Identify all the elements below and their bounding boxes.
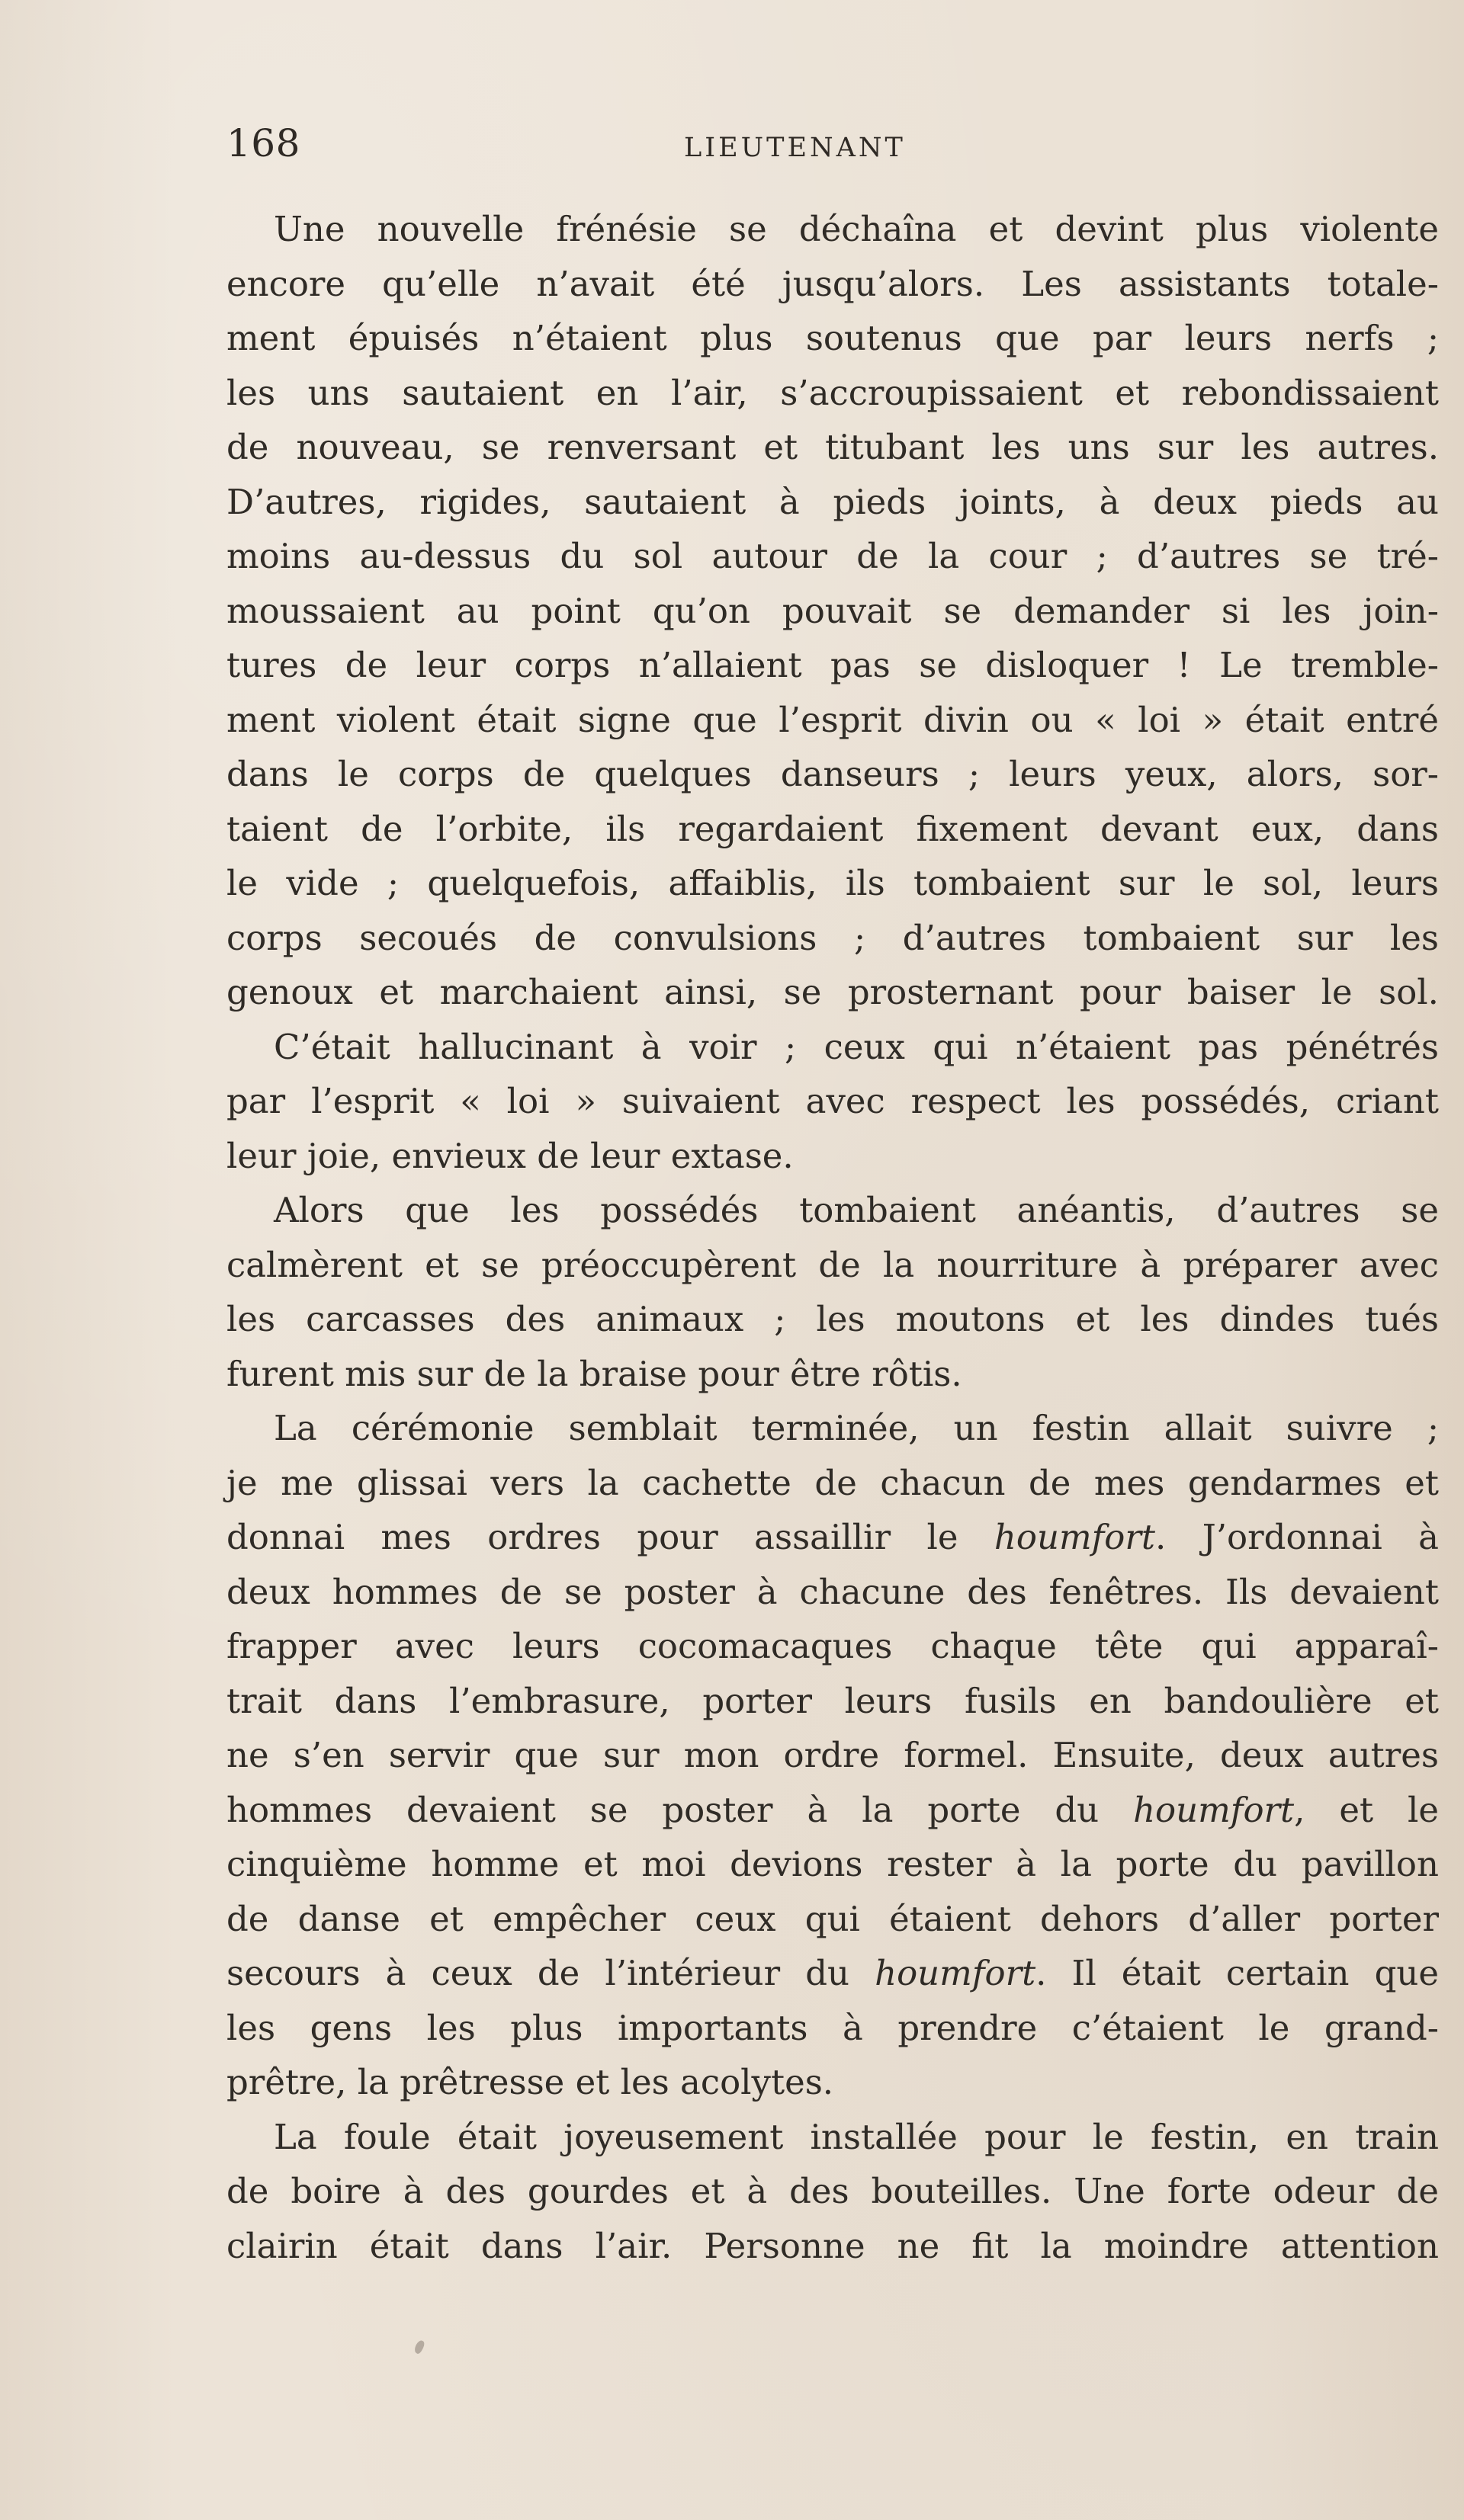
text-line: moins au-dessus du sol autour de la cour ; d’autres se tré-: [226, 536, 1439, 576]
text-line: secours à ceux de l’intérieur du houmfort. Il était certain que: [226, 1953, 1439, 1993]
page-header: [226, 122, 1347, 175]
text-line: encore qu’elle n’avait été jusqu’alors. Les assistants totale-: [226, 263, 1439, 304]
text-line: de boire à des gourdes et à des bouteilles. Une forte odeur de: [226, 2171, 1439, 2211]
text-line: par l’esprit « loi » suivaient avec respect les possédés, criant: [226, 1081, 1439, 1121]
text-line: D’autres, rigides, sautaient à pieds joints, à deux pieds au: [226, 481, 1439, 522]
text-line: deux hommes de se poster à chacune des fenêtres. Ils devaient: [226, 1571, 1439, 1612]
text-line: dans le corps de quelques danseurs ; leurs yeux, alors, sor-: [226, 754, 1439, 794]
text-line: ment épuisés n’étaient plus soutenus que par leurs nerfs ;: [226, 318, 1439, 358]
text-line: corps secoués de convulsions ; d’autres tombaient sur les: [226, 917, 1439, 958]
ink-mark: [413, 2339, 425, 2355]
text-line: tures de leur corps n’allaient pas se disloquer ! Le tremble-: [226, 645, 1439, 685]
page-number: 168: [226, 121, 300, 165]
text-line: genoux et marchaient ainsi, se prosternant pour baiser le sol.: [226, 972, 1439, 1012]
text-line: les gens les plus importants à prendre c’étaient le grand-: [226, 2007, 1439, 2048]
text-line: Une nouvelle frénésie se déchaîna et devint plus violente: [274, 209, 1439, 249]
text-line: cinquième homme et moi devions rester à la porte du pavillon: [226, 1844, 1439, 1884]
text-line: taient de l’orbite, ils regardaient fixement devant eux, dans: [226, 808, 1439, 849]
text-line: clairin était dans l’air. Personne ne fit la moindre attention: [226, 2225, 1439, 2266]
body-text: [226, 202, 1439, 2273]
text-line: frapper avec leurs cocomacaques chaque tête qui apparaî-: [226, 1626, 1439, 1666]
text-line: donnai mes ordres pour assaillir le houmfort. J’ordonnai à: [226, 1517, 1439, 1557]
text-line: leur joie, envieux de leur extase.: [226, 1135, 794, 1176]
text-line: C’était hallucinant à voir ; ceux qui n’étaient pas pénétrés: [274, 1026, 1439, 1067]
text-line: de nouveau, se renversant et titubant les uns sur les autres.: [226, 427, 1439, 467]
text-line: calmèrent et se préoccupèrent de la nourriture à préparer avec: [226, 1244, 1439, 1285]
text-line: de danse et empêcher ceux qui étaient dehors d’aller porter: [226, 1898, 1439, 1939]
text-line: furent mis sur de la braise pour être rôtis.: [226, 1353, 962, 1394]
text-line: Alors que les possédés tombaient anéantis, d’autres se: [274, 1190, 1439, 1230]
text-line: ne s’en servir que sur mon ordre formel. Ensuite, deux autres: [226, 1735, 1439, 1775]
text-line: prêtre, la prêtresse et les acolytes.: [226, 2062, 834, 2102]
text-line: je me glissai vers la cachette de chacun de mes gendarmes et: [226, 1462, 1439, 1503]
text-line: La foule était joyeusement installée pour le festin, en train: [274, 2116, 1439, 2157]
text-line: les uns sautaient en l’air, s’accroupissaient et rebondissaient: [226, 372, 1439, 413]
text-line: hommes devaient se poster à la porte du houmfort, et le: [226, 1789, 1439, 1830]
running-head: LIEUTENANT: [684, 133, 906, 163]
text-line: les carcasses des animaux ; les moutons et les dindes tués: [226, 1299, 1439, 1339]
text-line: le vide ; quelquefois, affaiblis, ils tombaient sur le sol, leurs: [226, 863, 1439, 903]
text-line: trait dans l’embrasure, porter leurs fusils en bandoulière et: [226, 1680, 1439, 1721]
text-line: moussaient au point qu’on pouvait se demander si les join-: [226, 590, 1439, 631]
text-line: La cérémonie semblait terminée, un festin allait suivre ;: [274, 1408, 1439, 1448]
text-line: ment violent était signe que l’esprit divin ou « loi » était entré: [226, 699, 1439, 740]
